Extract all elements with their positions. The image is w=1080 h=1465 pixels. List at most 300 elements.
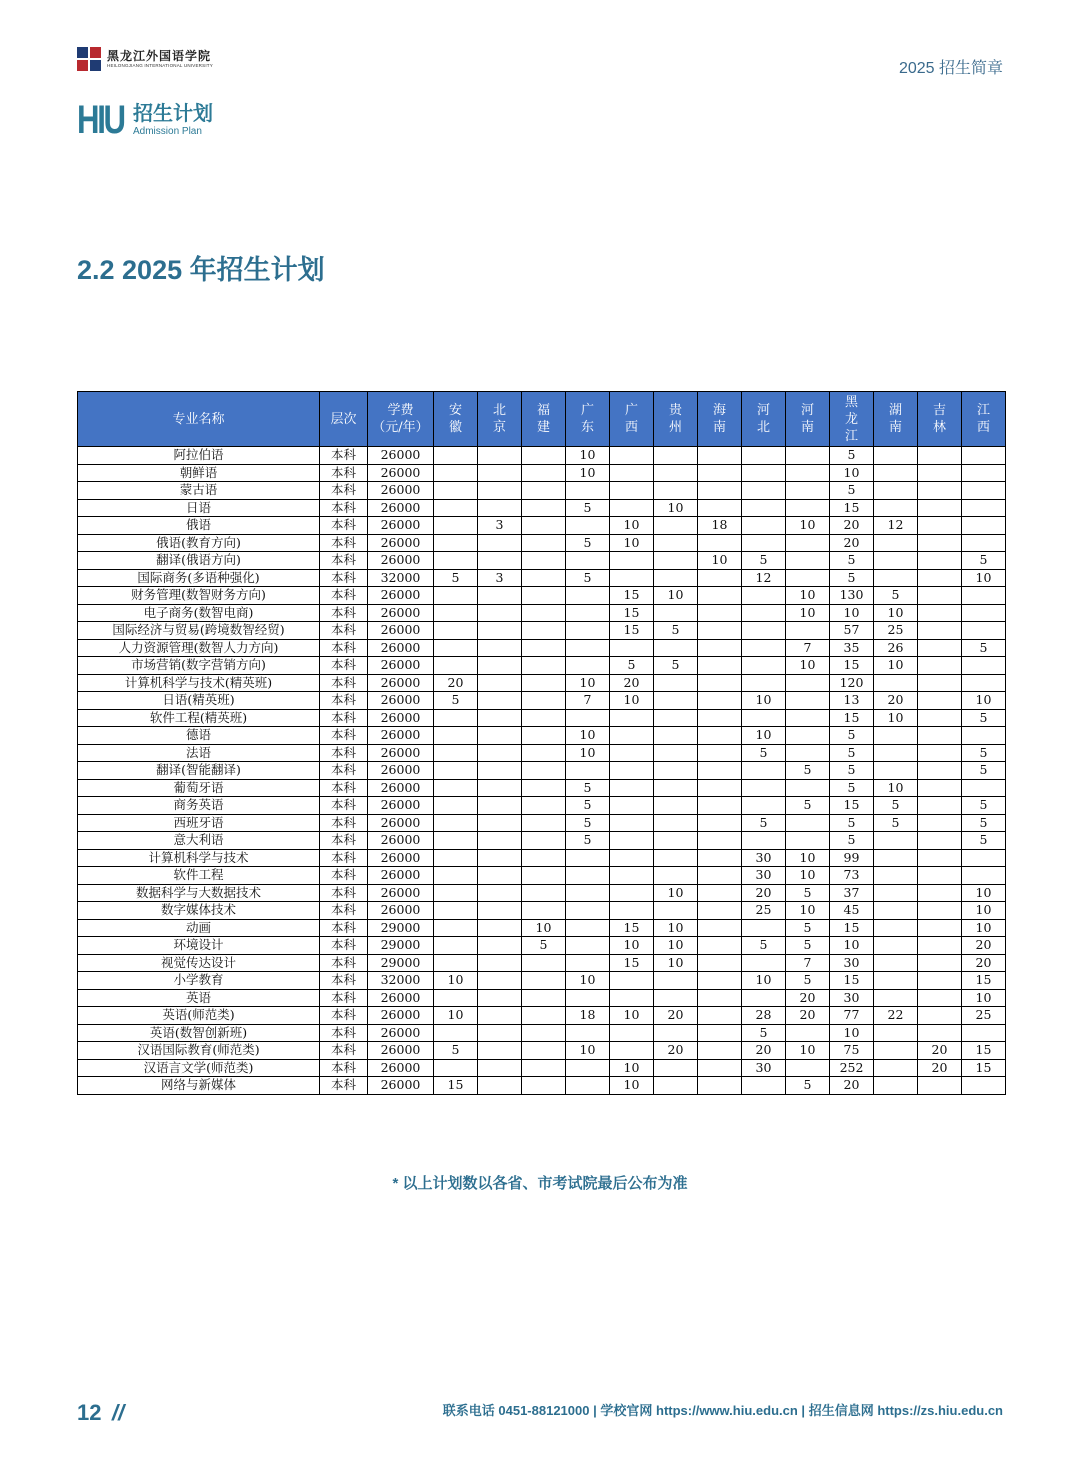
major-name-cell: 翻译(智能翻译) (78, 762, 320, 780)
table-cell (610, 814, 654, 832)
table-cell: 26000 (368, 552, 434, 570)
table-cell (918, 797, 962, 815)
table-cell (654, 849, 698, 867)
table-cell (566, 482, 610, 500)
table-cell: 26000 (368, 867, 434, 885)
table-cell: 5 (566, 814, 610, 832)
table-row (78, 1059, 1006, 1077)
table-cell: 本科 (320, 517, 368, 535)
table-cell: 5 (962, 832, 1006, 850)
table-cell (874, 1042, 918, 1060)
table-cell: 20 (962, 954, 1006, 972)
table-row (78, 1024, 1006, 1042)
table-cell (654, 709, 698, 727)
table-cell (742, 797, 786, 815)
table-row (78, 1007, 1006, 1025)
table-cell (874, 727, 918, 745)
table-cell: 5 (962, 797, 1006, 815)
table-cell (434, 954, 478, 972)
table-cell (434, 534, 478, 552)
table-cell: 12 (742, 569, 786, 587)
table-cell (478, 692, 522, 710)
major-name-cell: 俄语 (78, 517, 320, 535)
table-cell: 30 (742, 867, 786, 885)
table-cell: 10 (830, 464, 874, 482)
table-cell: 25 (874, 622, 918, 640)
table-cell (522, 569, 566, 587)
major-name-cell: 法语 (78, 744, 320, 762)
table-cell (698, 919, 742, 937)
table-cell (698, 534, 742, 552)
table-cell: 10 (786, 867, 830, 885)
table-cell (434, 604, 478, 622)
table-cell: 本科 (320, 604, 368, 622)
table-cell (434, 482, 478, 500)
major-name-cell: 市场营销(数字营销方向) (78, 657, 320, 675)
table-cell: 本科 (320, 709, 368, 727)
table-cell: 20 (610, 674, 654, 692)
table-cell (522, 989, 566, 1007)
table-cell: 26000 (368, 884, 434, 902)
table-cell (786, 709, 830, 727)
table-cell (918, 692, 962, 710)
page-number: 12 (77, 1400, 102, 1425)
table-cell (698, 674, 742, 692)
table-cell: 20 (962, 937, 1006, 955)
table-cell (918, 709, 962, 727)
table-cell (566, 762, 610, 780)
table-cell: 15 (434, 1077, 478, 1095)
brochure-title: 2025 招生简章 (898, 60, 1003, 77)
table-cell: 12 (874, 517, 918, 535)
table-cell (874, 569, 918, 587)
table-row (78, 884, 1006, 902)
table-cell (786, 779, 830, 797)
table-cell: 10 (566, 727, 610, 745)
table-cell (698, 1059, 742, 1077)
major-name-cell: 朝鲜语 (78, 464, 320, 482)
table-cell: 10 (874, 709, 918, 727)
table-cell (654, 482, 698, 500)
table-cell: 10 (610, 1059, 654, 1077)
table-cell (918, 1024, 962, 1042)
table-cell: 10 (654, 884, 698, 902)
table-cell (654, 727, 698, 745)
major-name-cell: 阿拉伯语 (78, 447, 320, 465)
table-row (78, 814, 1006, 832)
table-cell: 5 (874, 797, 918, 815)
table-cell (918, 587, 962, 605)
table-cell (742, 499, 786, 517)
table-cell (742, 832, 786, 850)
table-cell (522, 639, 566, 657)
table-row (78, 692, 1006, 710)
table-cell (522, 499, 566, 517)
table-cell (918, 954, 962, 972)
table-cell (478, 587, 522, 605)
table-cell: 10 (654, 499, 698, 517)
table-cell (874, 919, 918, 937)
table-cell (918, 779, 962, 797)
table-cell (434, 499, 478, 517)
table-cell (918, 814, 962, 832)
major-name-cell: 国际商务(多语种强化) (78, 569, 320, 587)
table-cell (654, 604, 698, 622)
table-cell (610, 867, 654, 885)
table-cell (654, 867, 698, 885)
table-cell: 5 (566, 797, 610, 815)
table-cell (434, 1059, 478, 1077)
table-cell (610, 744, 654, 762)
table-row (78, 517, 1006, 535)
table-row (78, 657, 1006, 675)
table-cell (434, 447, 478, 465)
table-cell (478, 919, 522, 937)
table-cell (434, 884, 478, 902)
table-cell (962, 1077, 1006, 1095)
table-cell (478, 867, 522, 885)
table-cell: 本科 (320, 849, 368, 867)
table-cell: 5 (874, 814, 918, 832)
school-crest-icon (77, 47, 101, 71)
table-cell: 26000 (368, 587, 434, 605)
table-cell: 10 (742, 727, 786, 745)
table-cell: 5 (742, 937, 786, 955)
table-cell (918, 832, 962, 850)
table-row (78, 762, 1006, 780)
table-cell (786, 534, 830, 552)
table-cell: 本科 (320, 622, 368, 640)
table-cell: 26000 (368, 849, 434, 867)
column-header: 北 京 (478, 392, 522, 447)
table-cell (874, 849, 918, 867)
table-cell (698, 499, 742, 517)
table-cell (522, 797, 566, 815)
table-cell: 5 (434, 569, 478, 587)
table-cell (478, 884, 522, 902)
major-name-cell: 汉语言文学(师范类) (78, 1059, 320, 1077)
table-cell (786, 464, 830, 482)
table-cell (610, 499, 654, 517)
table-cell (698, 1024, 742, 1042)
table-cell: 26000 (368, 482, 434, 500)
table-cell: 120 (830, 674, 874, 692)
table-cell (698, 797, 742, 815)
table-cell (434, 727, 478, 745)
table-cell: 5 (830, 552, 874, 570)
major-name-cell: 电子商务(数智电商) (78, 604, 320, 622)
table-cell (522, 832, 566, 850)
table-cell: 252 (830, 1059, 874, 1077)
table-cell (918, 447, 962, 465)
table-cell (918, 937, 962, 955)
table-cell: 26000 (368, 517, 434, 535)
major-name-cell: 德语 (78, 727, 320, 745)
table-cell: 3 (478, 569, 522, 587)
table-cell: 10 (874, 604, 918, 622)
table-cell (962, 447, 1006, 465)
table-cell: 5 (830, 727, 874, 745)
table-cell (698, 692, 742, 710)
table-cell: 10 (654, 919, 698, 937)
table-cell (654, 762, 698, 780)
major-name-cell: 葡萄牙语 (78, 779, 320, 797)
table-cell: 5 (830, 832, 874, 850)
table-cell (874, 534, 918, 552)
table-cell (522, 954, 566, 972)
table-cell (434, 762, 478, 780)
table-cell (478, 639, 522, 657)
column-header: 广 西 (610, 392, 654, 447)
table-cell: 5 (786, 797, 830, 815)
table-cell: 10 (962, 884, 1006, 902)
table-cell: 5 (962, 744, 1006, 762)
table-cell (698, 849, 742, 867)
table-cell (742, 989, 786, 1007)
table-cell: 本科 (320, 954, 368, 972)
table-cell: 26000 (368, 1059, 434, 1077)
major-name-cell: 英语(数智创新班) (78, 1024, 320, 1042)
table-row (78, 867, 1006, 885)
table-cell: 10 (654, 954, 698, 972)
table-row (78, 447, 1006, 465)
table-cell: 32000 (368, 972, 434, 990)
table-cell (698, 447, 742, 465)
table-cell (742, 657, 786, 675)
table-cell (742, 1077, 786, 1095)
column-header: 黑 龙 江 (830, 392, 874, 447)
table-cell (742, 674, 786, 692)
table-cell: 15 (830, 657, 874, 675)
table-cell (786, 832, 830, 850)
table-cell (434, 552, 478, 570)
table-cell: 10 (566, 972, 610, 990)
admission-plan-table (77, 391, 1006, 1095)
table-cell: 10 (786, 1042, 830, 1060)
table-cell (962, 482, 1006, 500)
table-cell: 5 (962, 762, 1006, 780)
table-cell: 本科 (320, 552, 368, 570)
table-cell (566, 867, 610, 885)
table-cell (566, 954, 610, 972)
table-cell (610, 482, 654, 500)
table-row (78, 622, 1006, 640)
table-cell: 26000 (368, 1077, 434, 1095)
table-cell (918, 534, 962, 552)
table-row (78, 709, 1006, 727)
table-cell (566, 849, 610, 867)
table-cell (522, 447, 566, 465)
table-cell (654, 989, 698, 1007)
table-cell (742, 447, 786, 465)
table-cell (610, 447, 654, 465)
table-cell: 5 (434, 1042, 478, 1060)
table-row (78, 604, 1006, 622)
table-cell (918, 552, 962, 570)
table-cell (918, 762, 962, 780)
table-cell: 5 (962, 814, 1006, 832)
table-cell: 26000 (368, 534, 434, 552)
major-name-cell: 日语(精英班) (78, 692, 320, 710)
table-cell (522, 534, 566, 552)
table-row (78, 569, 1006, 587)
table-cell (434, 587, 478, 605)
table-cell (742, 954, 786, 972)
table-cell: 10 (610, 517, 654, 535)
table-cell: 26000 (368, 762, 434, 780)
table-cell (742, 639, 786, 657)
table-cell: 26000 (368, 639, 434, 657)
contact-line (443, 1400, 1003, 1419)
table-cell (918, 867, 962, 885)
table-cell: 5 (830, 744, 874, 762)
table-cell (918, 989, 962, 1007)
table-row (78, 779, 1006, 797)
table-cell (610, 849, 654, 867)
table-cell (522, 622, 566, 640)
table-cell (654, 534, 698, 552)
table-cell (610, 832, 654, 850)
table-cell: 22 (874, 1007, 918, 1025)
table-cell (698, 762, 742, 780)
table-cell: 20 (830, 1077, 874, 1095)
school-name-cn: 黑龙江外国语学院 (107, 49, 212, 63)
table-cell (962, 604, 1006, 622)
table-cell (654, 797, 698, 815)
table-cell: 20 (654, 1042, 698, 1060)
table-cell: 18 (566, 1007, 610, 1025)
table-cell: 26000 (368, 779, 434, 797)
table-cell: 15 (610, 587, 654, 605)
table-cell (522, 814, 566, 832)
column-header: 河 南 (786, 392, 830, 447)
table-cell: 10 (434, 1007, 478, 1025)
table-cell (874, 867, 918, 885)
table-cell (478, 832, 522, 850)
table-cell: 30 (742, 1059, 786, 1077)
table-cell (742, 919, 786, 937)
table-cell (918, 482, 962, 500)
table-cell (566, 552, 610, 570)
table-cell (522, 727, 566, 745)
section-title-en: Admission Plan (133, 126, 202, 137)
school-logo (77, 47, 213, 71)
table-cell (918, 1007, 962, 1025)
table-cell (918, 622, 962, 640)
table-cell: 5 (522, 937, 566, 955)
column-header: 安 徽 (434, 392, 478, 447)
table-cell: 26000 (368, 709, 434, 727)
table-cell: 5 (874, 587, 918, 605)
table-cell (478, 552, 522, 570)
table-cell (918, 517, 962, 535)
table-cell (918, 727, 962, 745)
table-cell: 15 (962, 1042, 1006, 1060)
table-cell: 15 (830, 919, 874, 937)
table-cell: 20 (434, 674, 478, 692)
table-cell (698, 744, 742, 762)
table-cell (698, 1042, 742, 1060)
table-cell (698, 709, 742, 727)
table-cell: 5 (962, 709, 1006, 727)
table-cell (434, 657, 478, 675)
table-cell (522, 692, 566, 710)
table-cell (698, 1077, 742, 1095)
table-cell (434, 919, 478, 937)
table-cell (874, 954, 918, 972)
table-cell: 10 (610, 1077, 654, 1095)
table-cell (654, 552, 698, 570)
major-name-cell: 英语(师范类) (78, 1007, 320, 1025)
table-cell (918, 884, 962, 902)
table-cell (654, 744, 698, 762)
major-name-cell: 财务管理(数智财务方向) (78, 587, 320, 605)
table-cell: 10 (962, 902, 1006, 920)
phone-label: 联系电话 (442, 1403, 495, 1418)
major-name-cell: 商务英语 (78, 797, 320, 815)
table-cell (434, 814, 478, 832)
table-cell (566, 937, 610, 955)
table-cell: 5 (654, 657, 698, 675)
table-cell: 5 (742, 744, 786, 762)
table-cell: 本科 (320, 814, 368, 832)
table-row (78, 1042, 1006, 1060)
table-cell: 26000 (368, 622, 434, 640)
table-cell: 7 (786, 954, 830, 972)
table-cell: 26000 (368, 604, 434, 622)
major-name-cell: 视觉传达设计 (78, 954, 320, 972)
table-cell (610, 464, 654, 482)
table-cell (478, 709, 522, 727)
table-cell (962, 587, 1006, 605)
table-cell (698, 902, 742, 920)
table-cell (522, 744, 566, 762)
table-cell: 26000 (368, 814, 434, 832)
table-cell (786, 744, 830, 762)
table-cell (654, 447, 698, 465)
table-row (78, 937, 1006, 955)
table-cell: 10 (874, 779, 918, 797)
site-link[interactable]: https://www.hiu.edu.cn (656, 1403, 798, 1418)
table-row (78, 832, 1006, 850)
table-cell (698, 464, 742, 482)
table-cell (478, 727, 522, 745)
table-row (78, 587, 1006, 605)
table-cell: 本科 (320, 919, 368, 937)
table-cell (654, 517, 698, 535)
table-row (78, 902, 1006, 920)
table-cell (478, 1077, 522, 1095)
table-cell (478, 447, 522, 465)
table-cell (962, 674, 1006, 692)
phone-number: 0451-88121000 (498, 1403, 590, 1418)
table-cell (610, 762, 654, 780)
table-cell (434, 937, 478, 955)
table-cell (874, 832, 918, 850)
table-row (78, 797, 1006, 815)
table-cell: 30 (830, 954, 874, 972)
major-name-cell: 汉语国际教育(师范类) (78, 1042, 320, 1060)
table-cell (566, 919, 610, 937)
table-cell (654, 692, 698, 710)
table-cell: 73 (830, 867, 874, 885)
table-cell (654, 674, 698, 692)
table-cell: 5 (434, 692, 478, 710)
table-cell (478, 902, 522, 920)
table-cell (698, 814, 742, 832)
major-name-cell: 国际经济与贸易(跨境数智经贸) (78, 622, 320, 640)
admission-link[interactable]: https://zs.hiu.edu.cn (877, 1403, 1003, 1418)
